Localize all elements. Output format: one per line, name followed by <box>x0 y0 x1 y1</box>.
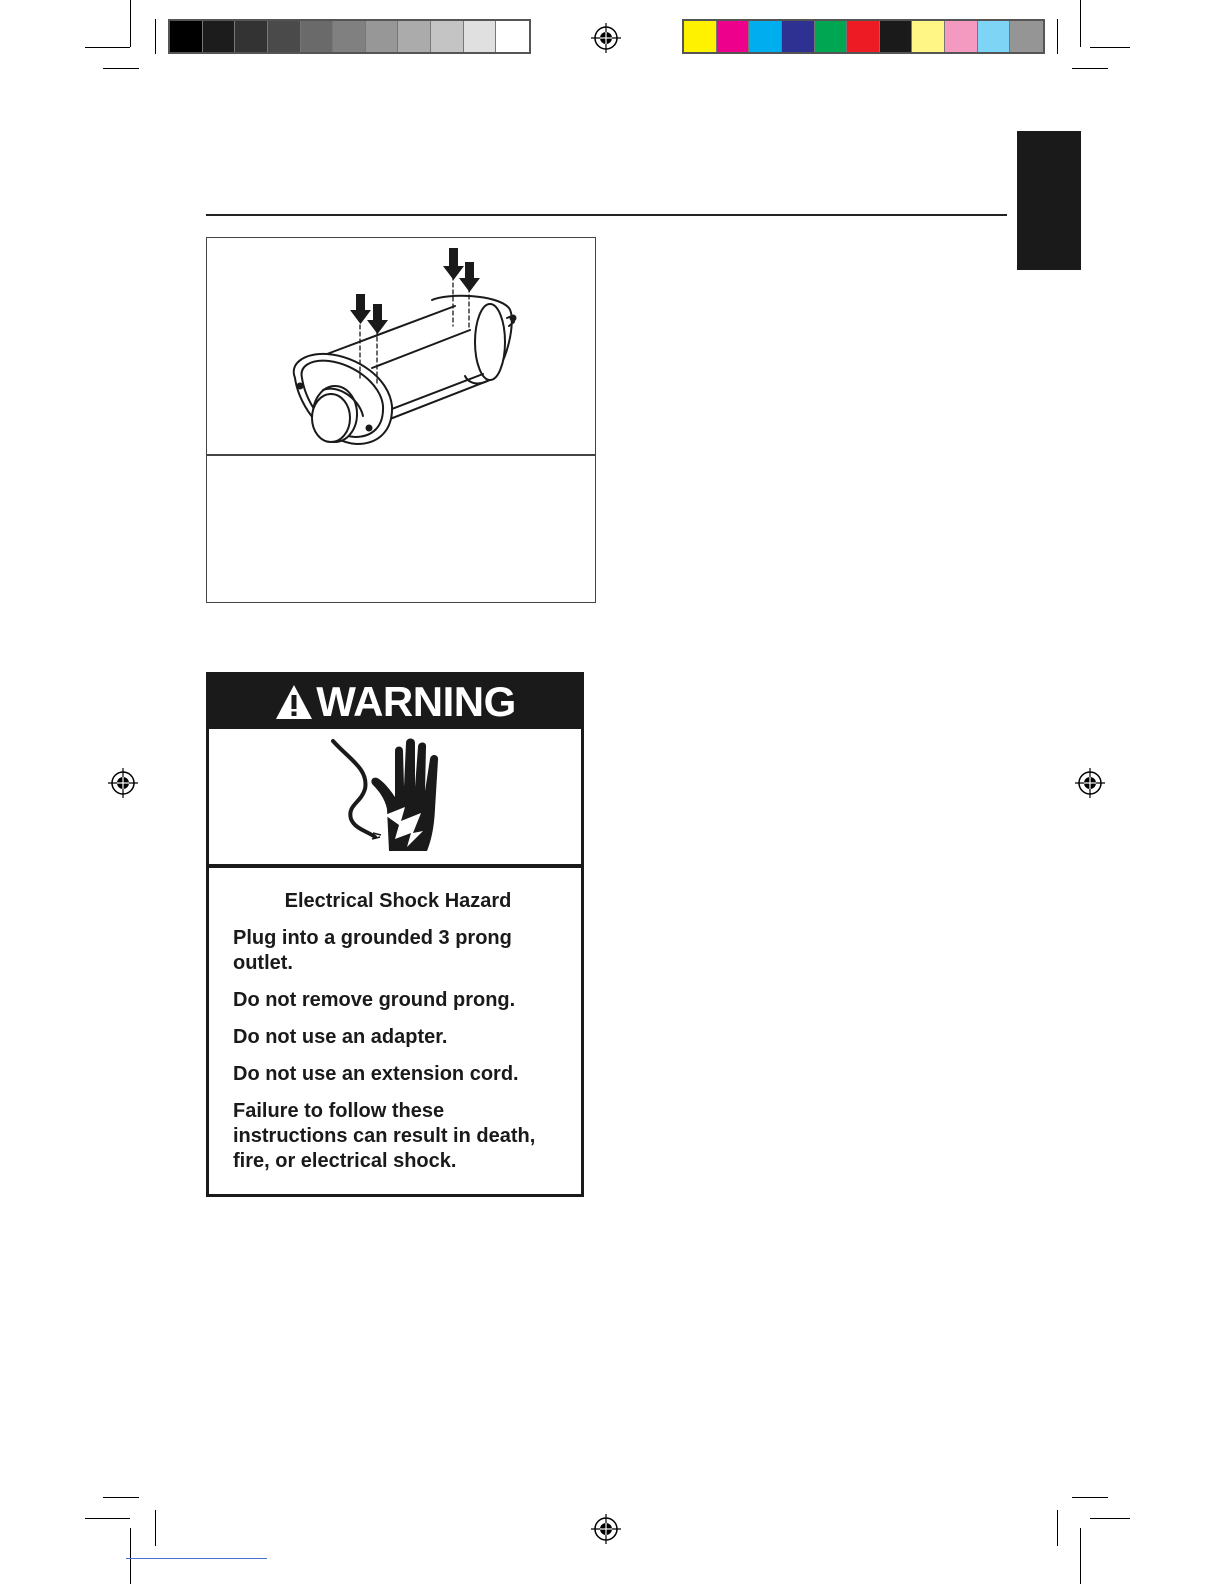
crop-mark <box>1080 1528 1081 1584</box>
warning-text <box>233 889 563 1186</box>
warning-line: Failure to follow these instructions can result in death, fire, or electrical shock. <box>233 1100 536 1172</box>
warning-header <box>209 675 581 729</box>
gray-swatch <box>431 21 464 52</box>
header-rule <box>206 214 1007 216</box>
crop-mark <box>1080 0 1081 47</box>
footer-link-underline <box>126 1558 267 1559</box>
color-swatch <box>749 21 782 52</box>
color-swatch <box>717 21 750 52</box>
section-tab <box>1017 131 1081 270</box>
registration-mark-icon <box>1075 768 1105 798</box>
gray-swatch <box>333 21 366 52</box>
warning-line: Plug into a grounded 3 prong outlet. <box>233 927 512 974</box>
registration-mark-icon <box>591 23 621 53</box>
warning-triangle-icon <box>274 683 314 721</box>
crop-mark <box>1057 1510 1058 1546</box>
crop-mark <box>130 0 131 47</box>
color-swatch <box>847 21 880 52</box>
color-swatch <box>815 21 848 52</box>
crop-mark <box>155 1510 156 1546</box>
warning-line: Do not use an adapter. <box>233 1026 448 1048</box>
figure-divider <box>207 454 595 456</box>
crop-mark <box>85 1518 130 1519</box>
registration-mark-icon <box>591 1514 621 1544</box>
color-swatch <box>912 21 945 52</box>
gray-swatch <box>496 21 529 52</box>
crop-mark <box>155 19 156 54</box>
warning-line: Do not remove ground prong. <box>233 989 516 1011</box>
gray-swatch <box>366 21 399 52</box>
color-calibration-bar <box>682 19 1045 54</box>
color-swatch <box>880 21 913 52</box>
color-swatch <box>978 21 1011 52</box>
gray-swatch <box>268 21 301 52</box>
crop-mark <box>103 68 139 69</box>
electrical-shock-hand-icon <box>209 729 581 867</box>
color-swatch <box>684 21 717 52</box>
warning-box <box>206 672 584 1197</box>
crop-mark <box>1072 68 1108 69</box>
color-swatch <box>1010 21 1043 52</box>
crop-mark <box>1090 1518 1130 1519</box>
gray-swatch <box>235 21 268 52</box>
warning-title: WARNING <box>316 678 516 725</box>
crop-mark <box>1090 47 1130 48</box>
crop-mark <box>103 1497 139 1498</box>
gray-swatch <box>301 21 334 52</box>
hazard-heading: Electrical Shock Hazard <box>284 890 512 912</box>
crop-mark <box>130 1528 131 1584</box>
pasta-roller-illustration <box>207 238 594 454</box>
gray-swatch <box>464 21 497 52</box>
warning-line: Do not use an extension cord. <box>233 1063 519 1085</box>
crop-mark <box>1057 19 1058 54</box>
registration-mark-icon <box>108 768 138 798</box>
color-swatch <box>782 21 815 52</box>
figure-box <box>206 237 596 603</box>
gray-swatch <box>203 21 236 52</box>
warning-divider <box>209 864 581 868</box>
crop-mark <box>1072 1497 1108 1498</box>
crop-mark <box>85 47 130 48</box>
gray-swatch <box>170 21 203 52</box>
grayscale-calibration-bar <box>168 19 531 54</box>
color-swatch <box>945 21 978 52</box>
gray-swatch <box>398 21 431 52</box>
